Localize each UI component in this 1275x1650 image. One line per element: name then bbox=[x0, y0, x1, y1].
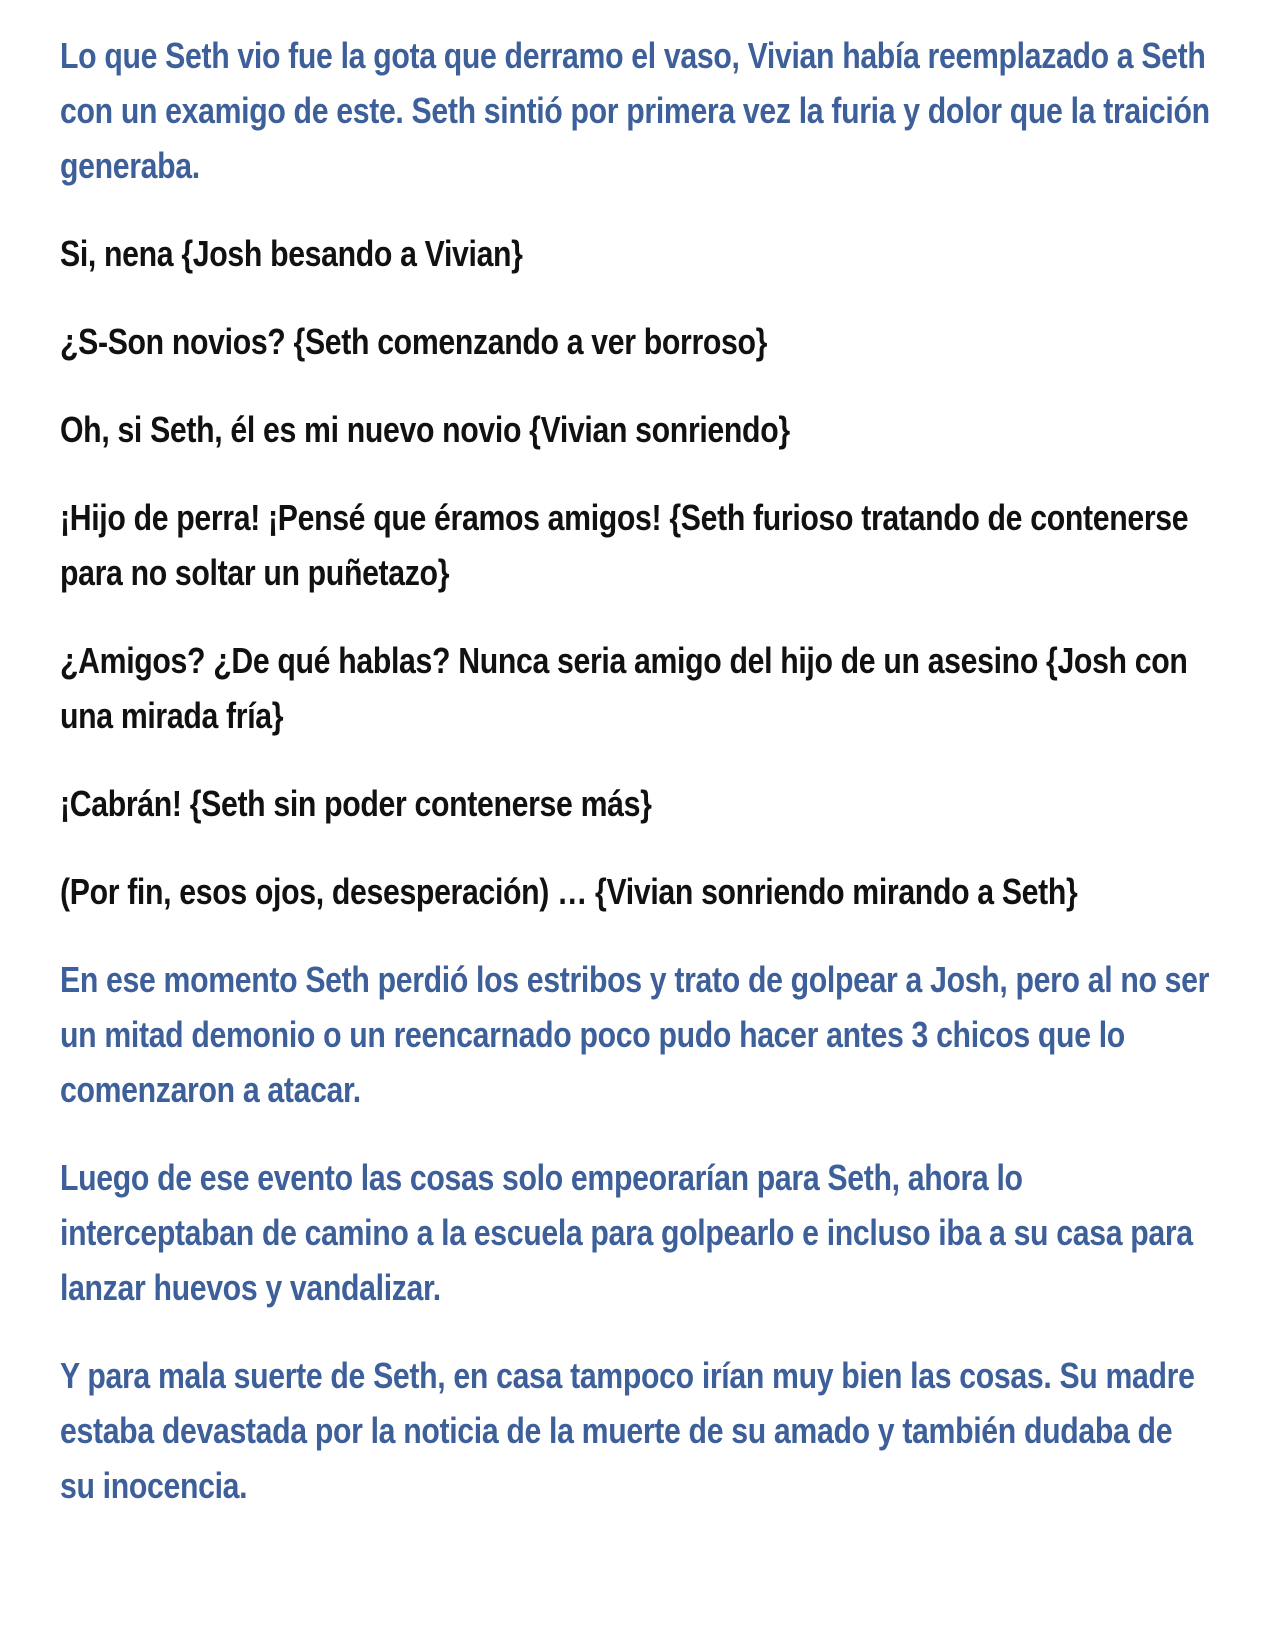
dialogue-line: (Por fin, esos ojos, desesperación) … {Vivian sonriendo mirando a Seth} bbox=[60, 871, 1078, 912]
narration-paragraph: Luego de ese evento las cosas solo empeorarían para Seth, ahora lo interceptaban de camino a la escuela para golpearlo e incluso iba a su casa para lanzar huevos y vandalizar. bbox=[60, 1157, 1193, 1308]
narration-paragraph: Y para mala suerte de Seth, en casa tampoco irían muy bien las cosas. Su madre estaba devastada por la noticia de la muerte de su amado y también dudaba de su inocencia. bbox=[60, 1355, 1195, 1506]
dialogue-line: ¡Hijo de perra! ¡Pensé que éramos amigos! {Seth furioso tratando de contenerse para no soltar un puñetazo} bbox=[60, 497, 1189, 593]
dialogue-line: ¡Cabrán! {Seth sin poder contenerse más} bbox=[60, 783, 652, 824]
narration-paragraph: Lo que Seth vio fue la gota que derramo el vaso, Vivian había reemplazado a Seth con un examigo de este. Seth sintió por primera vez la furia y dolor que la traición generaba. bbox=[60, 35, 1210, 186]
dialogue-line: Oh, si Seth, él es mi nuevo novio {Vivian sonriendo} bbox=[60, 409, 790, 450]
narration-paragraph: En ese momento Seth perdió los estribos y trato de golpear a Josh, pero al no ser un mitad demonio o un reencarnado poco pudo hacer antes 3 chicos que lo comenzaron a atacar. bbox=[60, 959, 1210, 1110]
dialogue-line: Si, nena {Josh besando a Vivian} bbox=[60, 233, 523, 274]
story-page bbox=[60, 28, 1220, 1546]
dialogue-line: ¿Amigos? ¿De qué hablas? Nunca seria amigo del hijo de un asesino {Josh con una mirada fría} bbox=[60, 640, 1188, 736]
dialogue-line: ¿S-Son novios? {Seth comenzando a ver borroso} bbox=[60, 321, 768, 362]
